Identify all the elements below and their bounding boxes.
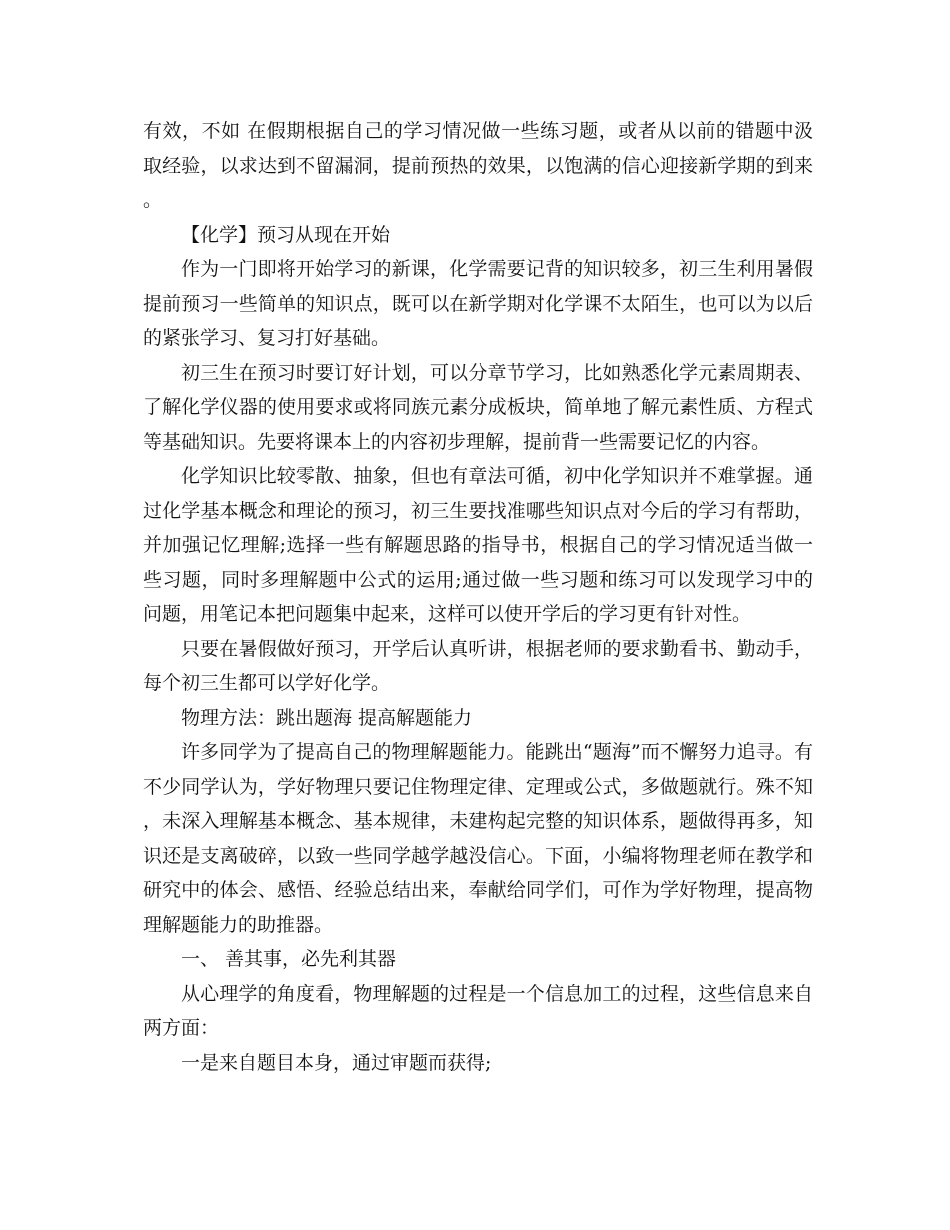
paragraph-chemistry-method: 化学知识比较零散、抽象，但也有章法可循，初中化学知识并不难掌握。通过化学基本概念和理论的预习，初三生要找准哪些知识点对今后的学习有帮助，并加强记忆理解;选择一些有解题思路的指导书，根据自己的学习情况适当做一些习题，同时多理解题中公式的运用;通过做一些习题和练习可以发现学习中的问题，用笔记本把问题集中起来，这样可以使开学后的学习更有针对性。 — [143, 465, 813, 625]
heading-chemistry: 【化学】预习从现在开始 — [181, 223, 391, 246]
paragraph-psychology: 从心理学的角度看，物理解题的过程是一个信息加工的过程，这些信息来自两方面： — [143, 982, 813, 1039]
paragraph-physics-intro: 许多同学为了提高自己的物理解题能力。能跳出“题海”而不懈努力追寻。有不少同学认为，学好物理只要记住物理定律、定理或公式，多做题就行。殊不知，未深入理解基本概念、基本规律，未建构起完整的知识体系，题做得再多，知识还是支离破碎，以致一些同学越学越没信心。下面，小编将物理老师在教学和研究中的体会、感悟、经验总结出来，奉献给同学们，可作为学好物理，提高物理解题能力的助推器。 — [143, 741, 813, 936]
paragraph-chemistry-plan: 初三生在预习时要订好计划，可以分章节学习，比如熟悉化学元素周期表、了解化学仪器的使用要求或将同族元素分成板块，简单地了解元素性质、方程式等基础知识。先要将课本上的内容初步理解，提前背一些需要记忆的内容。 — [143, 361, 813, 453]
paragraph-continuation: 有效，不如 在假期根据自己的学习情况做一些练习题，或者从以前的错题中汲取经验，以求达到不留漏洞，提前预热的效果，以饱满的信心迎接新学期的到来。 — [143, 120, 813, 211]
heading-section-one: 一、 善其事，必先利其器 — [181, 948, 397, 970]
document-body — [143, 114, 813, 1080]
paragraph-chemistry-intro: 作为一门即将开始学习的新课，化学需要记背的知识较多，初三生利用暑假提前预习一些简单的知识点，既可以在新学期对化学课不太陌生，也可以为以后的紧张学习、复习打好基础。 — [143, 258, 813, 349]
paragraph-chemistry-summary: 只要在暑假做好预习，开学后认真听讲，根据老师的要求勤看书、勤动手，每个初三生都可以学好化学。 — [143, 637, 813, 694]
heading-physics: 物理方法：跳出题海 提高解题能力 — [181, 706, 473, 729]
paragraph-source-one: 一是来自题目本身，通过审题而获得; — [181, 1051, 492, 1074]
